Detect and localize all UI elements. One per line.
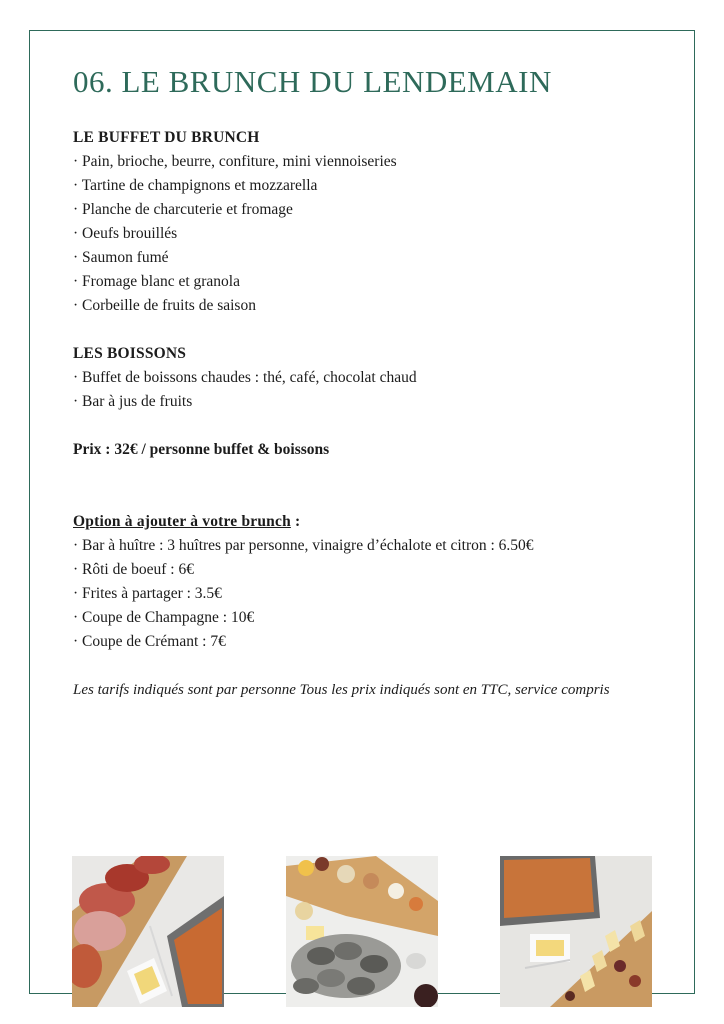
cheese-board-illustration [500, 856, 652, 1007]
spacer [73, 462, 673, 486]
option-item: · Rôti de boeuf : 6€ [73, 561, 194, 578]
buffet-item: · Corbeille de fruits de saison [73, 297, 256, 314]
spacer [73, 414, 673, 438]
page-title: 06. LE BRUNCH DU LENDEMAIN [73, 64, 552, 99]
buffet-item: · Oeufs brouillés [73, 225, 178, 242]
option-item: · Frites à partager : 3.5€ [73, 585, 222, 602]
boissons-item: · Bar à jus de fruits [73, 393, 193, 410]
oysters-illustration [286, 856, 438, 1007]
pricing-note: Les tarifs indiqués sont par personne Tous les prix indiqués sont en TTC, service compris [73, 682, 610, 698]
boissons-heading: LES BOISSONS [73, 345, 187, 362]
spacer [73, 486, 673, 510]
options-label: Option à ajouter à votre brunch [73, 513, 291, 530]
buffet-heading: LE BUFFET DU BRUNCH [73, 129, 260, 146]
options-suffix: : [290, 513, 301, 530]
photo-oysters [286, 856, 438, 1007]
boissons-item: · Buffet de boissons chaudes : thé, café, chocolat chaud [73, 369, 417, 386]
buffet-item: · Tartine de champignons et mozzarella [73, 177, 318, 194]
buffet-item: · Saumon fumé [73, 249, 169, 266]
buffet-item: · Pain, brioche, beurre, confiture, mini viennoiseries [73, 153, 397, 170]
buffet-item: · Fromage blanc et granola [73, 273, 240, 290]
menu-content [73, 126, 673, 702]
option-item: · Coupe de Crémant : 7€ [73, 633, 226, 650]
options-heading [73, 510, 673, 534]
spacer [73, 654, 673, 678]
buffet-item: · Planche de charcuterie et fromage [73, 201, 293, 218]
option-item: · Bar à huître : 3 huîtres par personne, vinaigre d’échalote et citron : 6.50€ [73, 537, 534, 554]
photo-cheese-board [500, 856, 652, 1007]
price-line: Prix : 32€ / personne buffet & boissons [73, 441, 330, 458]
spacer [73, 318, 673, 342]
photo-charcuterie [72, 856, 224, 1007]
charcuterie-illustration [72, 856, 224, 1007]
option-item: · Coupe de Champagne : 10€ [73, 609, 255, 626]
